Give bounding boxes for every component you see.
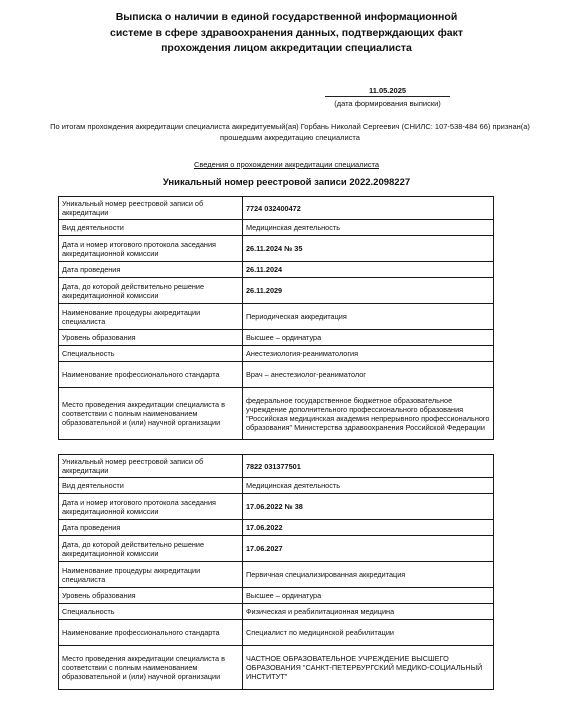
row-value: Первичная специализированная аккредитация	[243, 562, 494, 588]
row-label: Уровень образования	[59, 588, 243, 604]
table-row	[59, 362, 494, 388]
title-line-3: прохождения лицом аккредитации специалиста	[161, 42, 412, 54]
row-label: Уникальный номер реестровой записи об аккредитации	[59, 197, 243, 220]
row-label: Дата и номер итогового протокола заседания аккредитационной комиссии	[59, 236, 243, 262]
row-value: 17.06.2022	[243, 520, 494, 536]
issue-date: 11.05.2025	[325, 86, 450, 97]
table-row	[59, 262, 494, 278]
accreditation-record-2	[58, 454, 494, 690]
row-label: Специальность	[59, 604, 243, 620]
table-row	[59, 536, 494, 562]
intro-paragraph: По итогам прохождения аккредитации специалиста аккредитуемый(ая) Горбань Николай Сергеевич (СНИЛС: 107-538-484 66) признан(а) прошедшим аккредитацию специалиста	[50, 122, 530, 142]
table-row	[59, 455, 494, 478]
table-row	[59, 588, 494, 604]
row-value: Высшее – ординатура	[243, 588, 494, 604]
issue-date-caption: (дата формирования выписки)	[334, 99, 441, 108]
row-value: Специалист по медицинской реабилитации	[243, 620, 494, 646]
row-value: Анестезиология-реаниматология	[243, 346, 494, 362]
row-label: Наименование процедуры аккредитации специалиста	[59, 562, 243, 588]
row-label: Дата и номер итогового протокола заседания аккредитационной комиссии	[59, 494, 243, 520]
row-label: Дата проведения	[59, 262, 243, 278]
title-line-1: Выписка о наличии в единой государственной информационной	[115, 11, 458, 23]
row-value: Высшее – ординатура	[243, 330, 494, 346]
row-label: Место проведения аккредитации специалиста в соответствии с полным наименованием образовательной и (или) научной организации	[59, 388, 243, 440]
table-row	[59, 494, 494, 520]
table-row	[59, 304, 494, 330]
row-label: Наименование профессионального стандарта	[59, 362, 243, 388]
section-title	[0, 160, 573, 169]
row-label: Дата, до которой действительно решение аккредитационной комиссии	[59, 278, 243, 304]
row-value: Медицинская деятельность	[243, 220, 494, 236]
row-value: 26.11.2024 № 35	[243, 236, 494, 262]
row-label: Специальность	[59, 346, 243, 362]
row-value: ЧАСТНОЕ ОБРАЗОВАТЕЛЬНОЕ УЧРЕЖДЕНИЕ ВЫСШЕГО ОБРАЗОВАНИЯ "САНКТ-ПЕТЕРБУРГСКИЙ МЕДИКО-СОЦИАЛЬНЫЙ ИНСТИТУТ"	[243, 646, 494, 690]
table-row	[59, 220, 494, 236]
row-value: федеральное государственное бюджетное образовательное учреждение дополнительного профессионального образования "Российская медицинская академия непрерывного профессионального образования" Министерства здравоохранения Российской Федерации	[243, 388, 494, 440]
row-value: 7724 032400472	[243, 197, 494, 220]
section-title-text: Сведения о прохождении аккредитации специалиста	[193, 160, 380, 169]
row-value: Врач – анестезиолог-реаниматолог	[243, 362, 494, 388]
row-value: 26.11.2024	[243, 262, 494, 278]
row-value: 26.11.2029	[243, 278, 494, 304]
row-value: 7822 031377501	[243, 455, 494, 478]
table-row	[59, 562, 494, 588]
table-row	[59, 604, 494, 620]
accreditation-record-1	[58, 196, 494, 440]
title-line-2: системе в сфере здравоохранения данных, подтверждающих факт	[109, 26, 463, 39]
row-label: Наименование процедуры аккредитации специалиста	[59, 304, 243, 330]
row-label: Вид деятельности	[59, 220, 243, 236]
row-value: Физическая и реабилитационная медицина	[243, 604, 494, 620]
table-row	[59, 620, 494, 646]
table-row	[59, 346, 494, 362]
table-row	[59, 330, 494, 346]
table-row	[59, 520, 494, 536]
row-label: Дата проведения	[59, 520, 243, 536]
row-value: Медицинская деятельность	[243, 478, 494, 494]
row-label: Уровень образования	[59, 330, 243, 346]
document-title	[80, 10, 493, 57]
table-row	[59, 478, 494, 494]
table-row	[59, 197, 494, 220]
unique-record-number: Уникальный номер реестровой записи 2022.2098227	[162, 177, 411, 188]
table-row	[59, 388, 494, 440]
row-value: Периодическая аккредитация	[243, 304, 494, 330]
row-label: Уникальный номер реестровой записи об аккредитации	[59, 455, 243, 478]
row-label: Вид деятельности	[59, 478, 243, 494]
row-label: Наименование профессионального стандарта	[59, 620, 243, 646]
table-row	[59, 278, 494, 304]
row-value: 17.06.2022 № 38	[243, 494, 494, 520]
table-row	[59, 646, 494, 690]
table-row	[59, 236, 494, 262]
row-label: Дата, до которой действительно решение аккредитационной комиссии	[59, 536, 243, 562]
row-value: 17.06.2027	[243, 536, 494, 562]
row-label: Место проведения аккредитации специалиста в соответствии с полным наименованием образовательной и (или) научной организации	[59, 646, 243, 690]
issue-date-block	[325, 86, 450, 108]
